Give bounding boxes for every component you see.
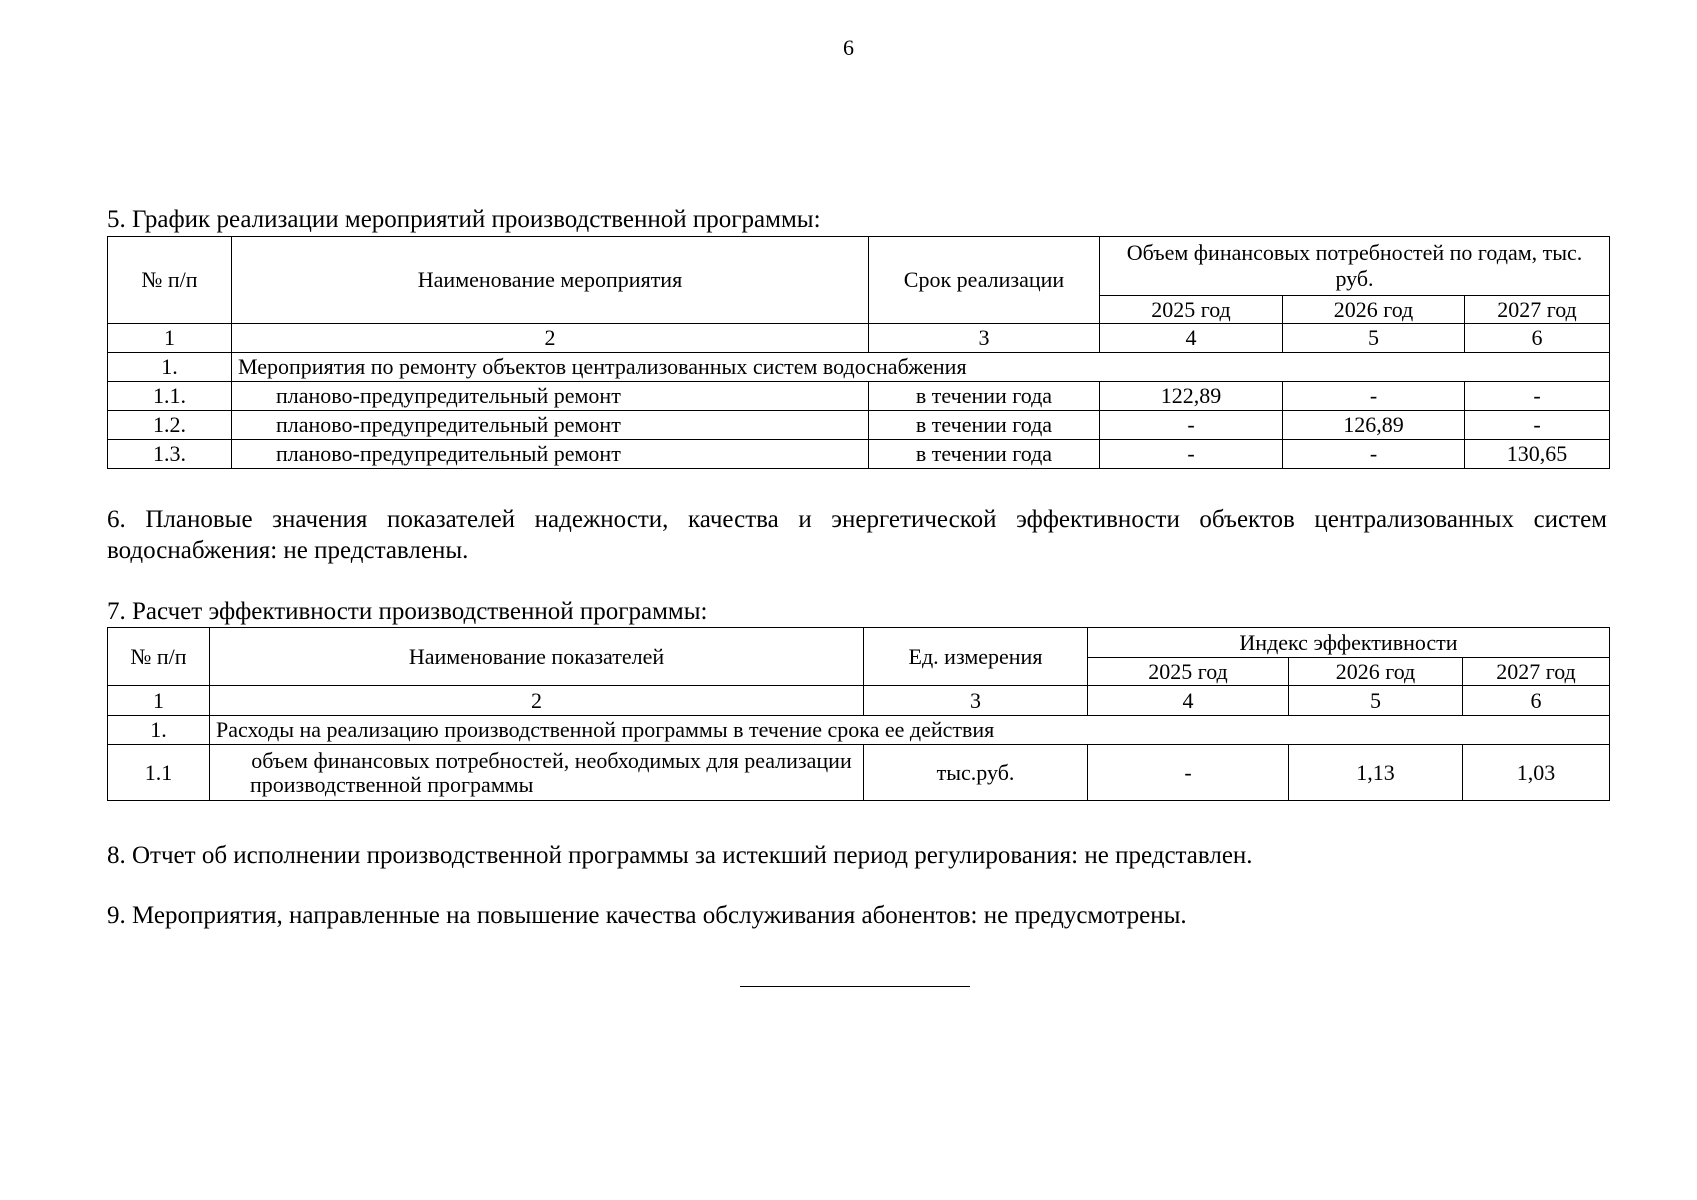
row-value-2027: 1,03 xyxy=(1463,745,1610,801)
header-finance: Объем финансовых потребностей по годам, тыс. руб. xyxy=(1100,237,1610,296)
group-num: 1. xyxy=(108,716,210,745)
header-year: 2026 год xyxy=(1289,658,1463,686)
row-num: 1.1. xyxy=(108,382,232,411)
numbering-cell: 5 xyxy=(1283,324,1465,353)
numbering-row xyxy=(108,324,1610,353)
table-row xyxy=(108,382,1610,411)
row-num: 1.1 xyxy=(108,745,210,801)
row-num: 1.3. xyxy=(108,440,232,469)
table-row xyxy=(108,411,1610,440)
schedule-table xyxy=(107,236,1610,469)
row-value-2026: 126,89 xyxy=(1283,411,1465,440)
row-value-2026: 1,13 xyxy=(1289,745,1463,801)
section-9-text: 9. Мероприятия, направленные на повышение качества обслуживания абонентов: не предусмотрены. xyxy=(107,902,1187,929)
table-row xyxy=(108,745,1610,801)
numbering-cell: 1 xyxy=(108,324,232,353)
numbering-cell: 6 xyxy=(1465,324,1610,353)
header-efficiency-index: Индекс эффективности xyxy=(1088,628,1610,658)
row-term: в течении года xyxy=(869,411,1100,440)
row-value-2025: - xyxy=(1100,440,1283,469)
row-name: планово-предупредительный ремонт xyxy=(232,382,869,411)
numbering-cell: 4 xyxy=(1088,686,1289,716)
row-name: объем финансовых потребностей, необходимых для реализации производственной программы xyxy=(210,745,864,801)
row-value-2025: - xyxy=(1088,745,1289,801)
closing-rule xyxy=(740,986,970,987)
section-8-text: 8. Отчет об исполнении производственной программы за истекший период регулирования: не представлен. xyxy=(107,842,1253,869)
row-num: 1.2. xyxy=(108,411,232,440)
row-name: планово-предупредительный ремонт xyxy=(232,411,869,440)
numbering-cell: 1 xyxy=(108,686,210,716)
section-5-heading: 5. График реализации мероприятий производственной программы: xyxy=(107,206,821,233)
header-year: 2026 год xyxy=(1283,296,1465,324)
row-value-2027: 130,65 xyxy=(1465,440,1610,469)
page-number: 6 xyxy=(843,35,854,60)
header-year: 2025 год xyxy=(1088,658,1289,686)
numbering-cell: 5 xyxy=(1289,686,1463,716)
numbering-cell: 4 xyxy=(1100,324,1283,353)
row-term: в течении года xyxy=(869,382,1100,411)
section-6-text: 6. Плановые значения показателей надежности, качества и энергетической эффективности объектов централизованных систем водоснабжения: не представлены. xyxy=(107,506,1607,564)
numbering-cell: 2 xyxy=(232,324,869,353)
row-value-2025: - xyxy=(1100,411,1283,440)
numbering-cell: 6 xyxy=(1463,686,1610,716)
header-indicator-name: Наименование показателей xyxy=(210,628,864,686)
numbering-cell: 3 xyxy=(864,686,1088,716)
row-term: в течении года xyxy=(869,440,1100,469)
row-unit: тыс.руб. xyxy=(864,745,1088,801)
header-num: № п/п xyxy=(108,237,232,324)
header-unit: Ед. измерения xyxy=(864,628,1088,686)
header-num: № п/п xyxy=(108,628,210,686)
row-value-2026: - xyxy=(1283,382,1465,411)
group-num: 1. xyxy=(108,353,232,382)
header-year: 2025 год xyxy=(1100,296,1283,324)
table-row xyxy=(108,440,1610,469)
section-7-heading: 7. Расчет эффективности производственной программы: xyxy=(107,598,708,625)
row-name: планово-предупредительный ремонт xyxy=(232,440,869,469)
efficiency-table xyxy=(107,627,1610,801)
group-title: Мероприятия по ремонту объектов централизованных систем водоснабжения xyxy=(232,353,1610,382)
numbering-row xyxy=(108,686,1610,716)
row-value-2027: - xyxy=(1465,411,1610,440)
header-year: 2027 год xyxy=(1463,658,1610,686)
header-event-name: Наименование мероприятия xyxy=(232,237,869,324)
numbering-cell: 3 xyxy=(869,324,1100,353)
group-title: Расходы на реализацию производственной программы в течение срока ее действия xyxy=(210,716,1610,745)
numbering-cell: 2 xyxy=(210,686,864,716)
group-row xyxy=(108,353,1610,382)
header-term: Срок реализации xyxy=(869,237,1100,324)
group-row xyxy=(108,716,1610,745)
header-year: 2027 год xyxy=(1465,296,1610,324)
row-value-2025: 122,89 xyxy=(1100,382,1283,411)
row-value-2027: - xyxy=(1465,382,1610,411)
row-value-2026: - xyxy=(1283,440,1465,469)
